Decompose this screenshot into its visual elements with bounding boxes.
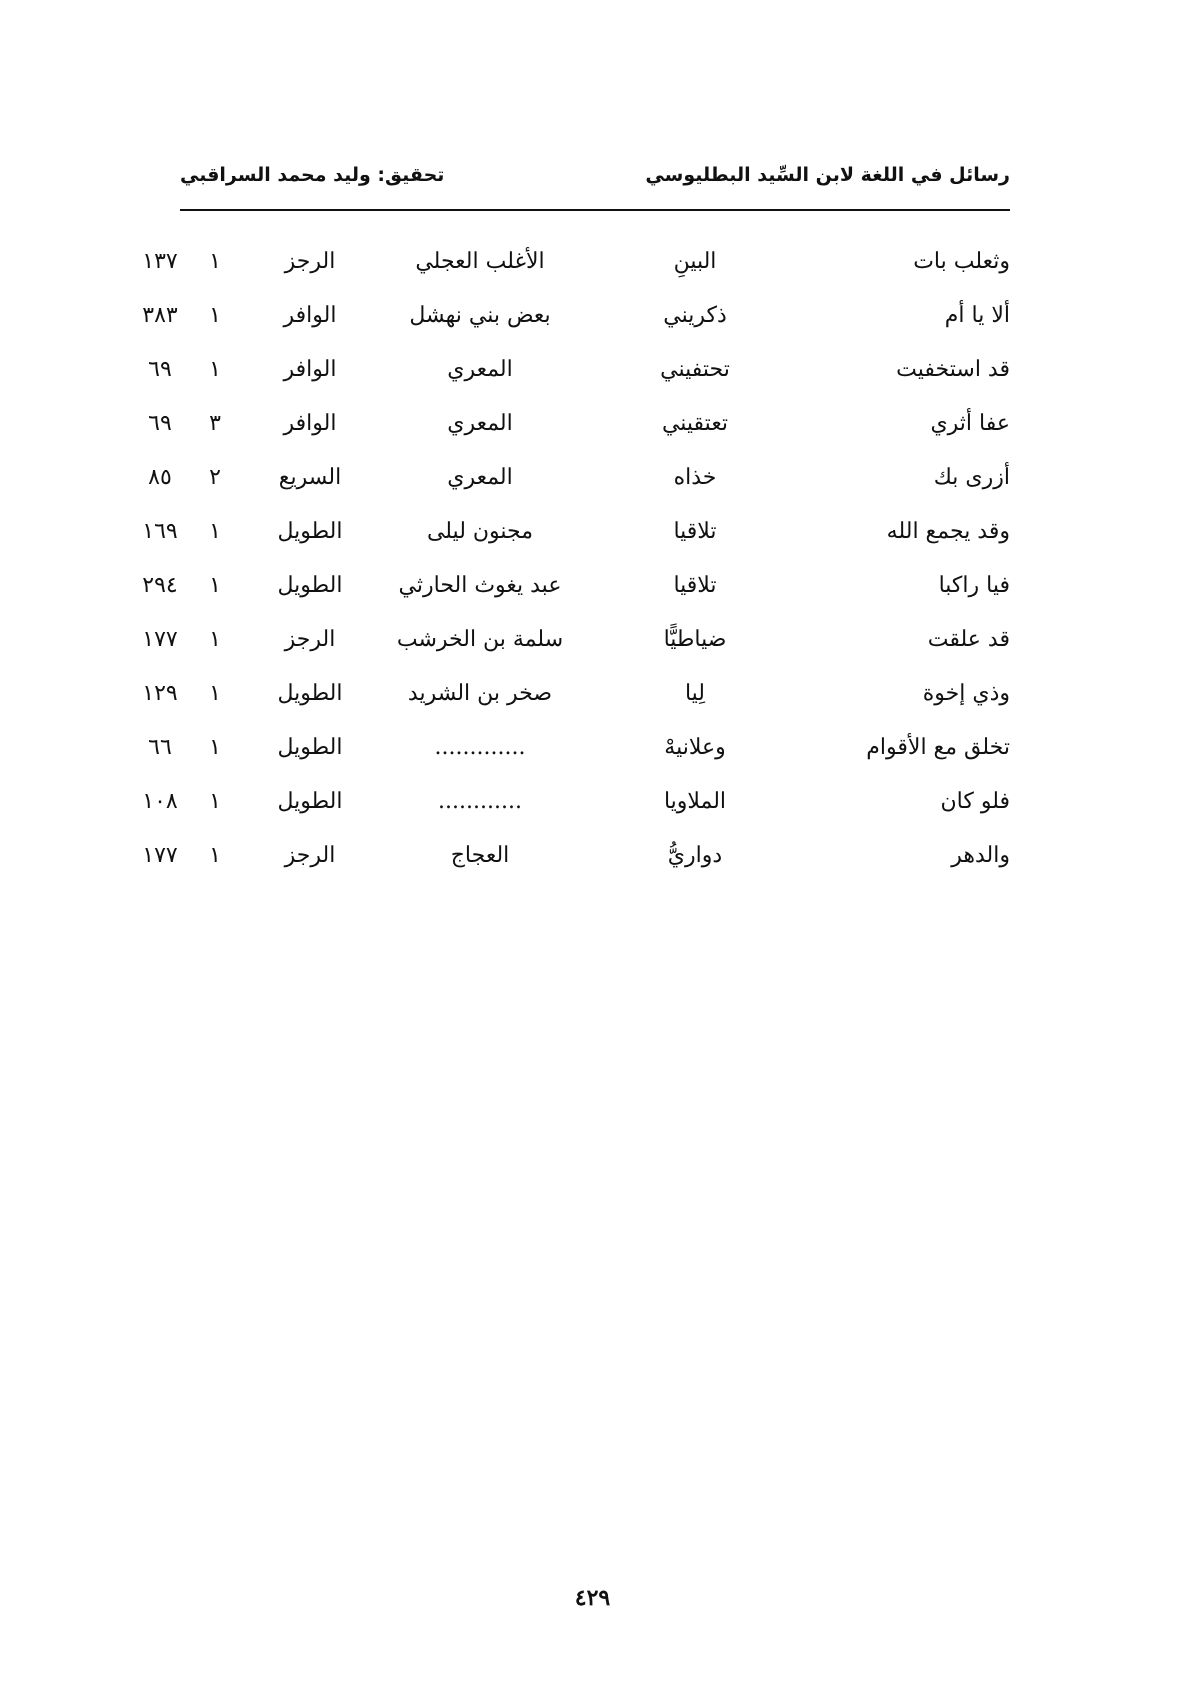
verse-opening: عفا أثري <box>930 411 1010 436</box>
meter: الرجز <box>284 249 336 274</box>
poet-name: العجاج <box>450 843 510 868</box>
table-row <box>142 675 1010 729</box>
page-ref: ١٧٧ <box>142 843 178 868</box>
poet-name: صخر بن الشريد <box>407 681 553 706</box>
verse-count: ١ <box>209 789 221 814</box>
poet-name: ............. <box>434 735 526 760</box>
table-row <box>142 783 1010 837</box>
table-row <box>148 405 1010 459</box>
page-ref: ٢٩٤ <box>142 573 178 598</box>
verse-opening: وذي إخوة <box>922 681 1010 706</box>
page-number: ٤٢٩ <box>574 1585 611 1611</box>
rhyme-word: الملاويا <box>663 789 727 814</box>
table-row <box>148 351 1010 405</box>
meter: الطويل <box>277 735 343 760</box>
header-book-title: رسائل في اللغة لابن السِّيد البطليوسي <box>645 164 1010 186</box>
meter: الرجز <box>284 843 336 868</box>
verse-opening: قد استخفيت <box>896 357 1010 382</box>
running-header <box>180 160 1010 200</box>
table-row <box>142 297 1010 351</box>
page-ref: ٨٥ <box>148 465 172 490</box>
page-ref: ٦٩ <box>148 357 172 382</box>
meter: الرجز <box>284 627 336 652</box>
page-ref: ١٠٨ <box>142 789 178 814</box>
meter: الوافر <box>283 411 337 436</box>
verse-count: ١ <box>209 573 221 598</box>
verse-opening: أزرى بك <box>933 465 1010 490</box>
header-divider <box>180 209 1010 211</box>
verse-count: ١ <box>209 627 221 652</box>
header-editor: تحقيق: وليد محمد السراقبي <box>180 164 445 186</box>
page-ref: ٣٨٣ <box>142 303 178 328</box>
poet-name: مجنون ليلى <box>426 519 534 544</box>
meter: الطويل <box>277 519 343 544</box>
rhyme-word: تلاقيا <box>673 573 717 598</box>
poet-name: بعض بني نهشل <box>409 303 551 328</box>
verse-count: ١ <box>209 249 221 274</box>
verse-count: ٢ <box>209 465 221 490</box>
table-row <box>142 567 1010 621</box>
verse-count: ١ <box>209 681 221 706</box>
poet-name: الأغلب العجلي <box>415 249 545 274</box>
meter: الطويل <box>277 573 343 598</box>
verse-count: ١ <box>209 519 221 544</box>
poet-name: المعري <box>447 357 513 382</box>
meter: الطويل <box>277 681 343 706</box>
table-row <box>142 513 1010 567</box>
table-row <box>142 243 1010 297</box>
table-row <box>148 729 1010 783</box>
rhyme-word: تعتقيني <box>661 411 729 436</box>
meter: الوافر <box>283 303 337 328</box>
verse-count: ١ <box>209 735 221 760</box>
page-ref: ١٢٩ <box>142 681 178 706</box>
verse-opening: وثعلب بات <box>913 249 1010 274</box>
page-ref: ٦٩ <box>148 411 172 436</box>
rhyme-word: ذكريني <box>663 303 727 328</box>
rhyme-word: دواريُّ <box>667 843 723 868</box>
rhyme-word: البينِ <box>673 249 717 274</box>
poet-name: المعري <box>447 411 513 436</box>
page-ref: ١٣٧ <box>142 249 178 274</box>
meter: الوافر <box>283 357 337 382</box>
verse-opening: تخلق مع الأقوام <box>866 735 1010 760</box>
table-row <box>142 621 1010 675</box>
meter: الطويل <box>277 789 343 814</box>
verse-count: ١ <box>209 843 221 868</box>
verse-opening: قد علقت <box>927 627 1010 652</box>
verse-count: ١ <box>209 357 221 382</box>
verse-opening: ألا يا أم <box>944 303 1010 328</box>
rhyme-word: خذاه <box>673 465 717 490</box>
meter: السريع <box>278 465 342 490</box>
poet-name: ............ <box>438 789 522 814</box>
poet-name: عبد يغوث الحارثي <box>398 573 562 598</box>
verse-count: ١ <box>209 303 221 328</box>
rhyme-word: ضياطيًّا <box>663 627 727 652</box>
verse-opening: فيا راكبا <box>938 573 1010 598</box>
page-ref: ١٦٩ <box>142 519 178 544</box>
rhyme-word: تحتفيني <box>660 357 730 382</box>
poet-name: المعري <box>447 465 513 490</box>
rhyme-word: تلاقيا <box>673 519 717 544</box>
rhyme-word: لِيا <box>684 681 706 706</box>
page-ref: ٦٦ <box>148 735 172 760</box>
table-row <box>142 837 1010 891</box>
table-row <box>148 459 1010 513</box>
rhyme-word: وعلانيهْ <box>664 735 726 760</box>
page-ref: ١٧٧ <box>142 627 178 652</box>
poet-name: سلمة بن الخرشب <box>396 627 564 652</box>
verse-index-table <box>142 243 1010 891</box>
verse-opening: والدهر <box>951 843 1010 868</box>
verse-opening: فلو كان <box>940 789 1010 814</box>
verse-opening: وقد يجمع الله <box>886 519 1010 544</box>
verse-count: ٣ <box>209 411 221 436</box>
